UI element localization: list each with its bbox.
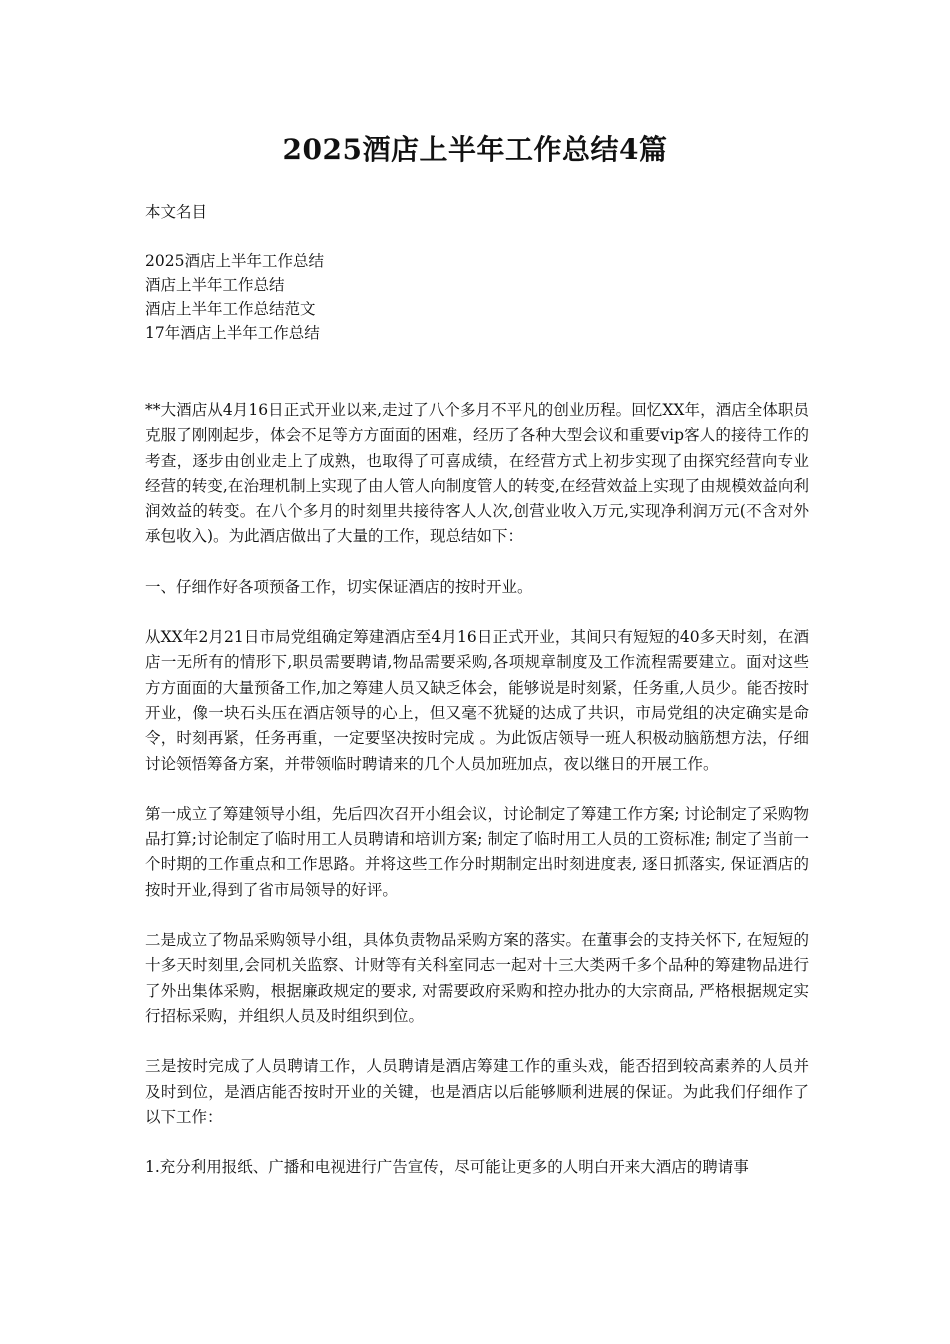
toc-item: 2025酒店上半年工作总结 <box>145 252 324 270</box>
toc-item: 酒店上半年工作总结范文 <box>145 300 316 318</box>
body-paragraph: 二是成立了物品采购领导小组，具体负责物品采购方案的落实。在董事会的支持关怀下, 在短短的十多天时刻里,会同机关监察、计财等有关科室同志一起对十三大类两千多个品种的筹建物品进行了外出集体采购，根据廉政规定的要求, 对需要政府采购和控办批办的大宗商品, 严格根据规定实行招标采购，并组织人员及时组织到位。 <box>145 931 809 1025</box>
intro-paragraph: **大酒店从4月16日正式开业以来,走过了八个多月不平凡的创业历程。回忆XX年，酒店全体职员克服了刚刚起步，体会不足等方方面面的困难，经历了各种大型会议和重要vip客人的接待工作的考查，逐步由创业走上了成熟，也取得了可喜成绩，在经营方式上初步实现了由探究经营向专业经营的转变,在治理机制上实现了由人管人向制度管人的转变,在经营效益上实现了由规模效益向利润效益的转变。在八个多月的时刻里共接待客人人次,创营业收入万元,实现净利润万元(不含对外承包收入)。为此酒店做出了大量的工作，现总结如下： <box>145 401 809 546</box>
body-paragraph: 三是按时完成了人员聘请工作，人员聘请是酒店筹建工作的重头戏，能否招到较高素养的人员并及时到位，是酒店能否按时开业的关键，也是酒店以后能够顺利进展的保证。为此我们仔细作了以下工作： <box>145 1057 809 1126</box>
toc-item: 17年酒店上半年工作总结 <box>145 324 320 342</box>
toc-list <box>145 249 324 345</box>
toc-heading: 本文名目 <box>145 203 208 221</box>
document-title: 2025酒店上半年工作总结4篇 <box>282 133 668 166</box>
section-heading: 一、仔细作好各项预备工作，切实保证酒店的按时开业。 <box>145 577 533 596</box>
body-paragraph: 第一成立了筹建领导小组，先后四次召开小组会议，讨论制定了筹建工作方案; 讨论制定了采购物品打算;讨论制定了临时用工人员聘请和培训方案; 制定了临时用工人员的工资标准; 制定了当前一个时期的工作重点和工作思路。并将这些工作分时期制定出时刻进度表, 逐日抓落实, 保证酒店的按时开业,得到了省市局领导的好评。 <box>145 804 809 899</box>
body-paragraph: 从XX年2月21日市局党组确定筹建酒店至4月16日正式开业，其间只有短短的40多天时刻，在酒店一无所有的情形下,职员需要聘请,物品需要采购,各项规章制度及工作流程需要建立。面对这些方方面面的大量预备工作,加之筹建人员又缺乏体会，能够说是时刻紧，任务重,人员少。能否按时开业，像一块石头压在酒店领导的心上，但又毫不犹疑的达成了共识，市局党组的决定确实是命令，时刻再紧，任务再重，一定要坚决按时完成 。为此饭店领导一班人积极动脑筋想方法，仔细讨论领悟筹备方案，并带领临时聘请来的几个人员加班加点，夜以继日的开展工作。 <box>145 628 809 773</box>
toc-item: 酒店上半年工作总结 <box>145 276 285 294</box>
body-paragraph: 1.充分利用报纸、广播和电视进行广告宣传，尽可能让更多的人明白开来大酒店的聘请事 <box>145 1158 749 1177</box>
document-body <box>145 398 809 1205</box>
